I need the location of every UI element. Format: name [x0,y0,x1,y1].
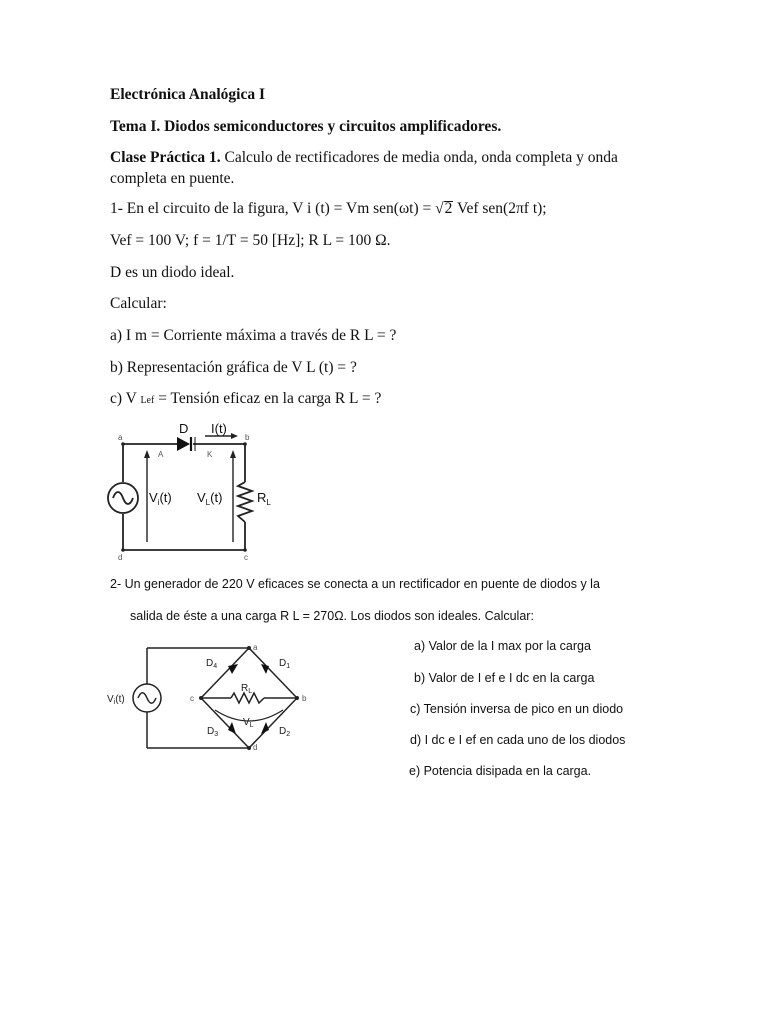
vl-label: $V_L(t)$ [197,490,223,507]
cathode-label: K [207,450,213,459]
problem1-params: Vef = 100 V; f = 1/T = 50 [Hz]; R L = 100 Ω. [110,232,391,249]
half-wave-rectifier-diagram [105,418,275,564]
problem1-question-a: a) I m = Corriente máxima a través de R L = ? [110,327,397,344]
resistor-icon [238,482,252,522]
question-c-pre: c) V [110,390,141,407]
rl-label: $R_L$ [241,683,253,695]
problem2-line2: salida de éste a una carga R L = 270Ω. Los diodos son ideales. Calcular: [130,609,534,623]
node-a-label: a [253,643,258,652]
problem1-statement-a: 1- En el circuito de la figura, V i (t) = Vm sen(ωt) = [110,200,436,217]
course-title: Electrónica Analógica I [110,86,265,103]
class-text-2: completa en puente. [110,170,235,187]
problem1-statement-b: Vef sen(2πf t); [453,200,547,217]
question-c-sub: Lef [140,395,155,406]
problem2-question-a: a) Valor de la I max por la carga [414,639,591,653]
vi-label: $V_i(t)$ [149,490,172,507]
current-arrow-icon [231,433,238,439]
class-text-1: Calculo de rectificadores de media onda, onda completa y onda [220,149,618,166]
class-heading [110,149,618,167]
problem1-question-c [110,390,381,408]
d1-label: $D_1$ [279,658,291,670]
problem2-line1: 2- Un generador de 220 V eficaces se conecta a un rectificador en puente de diodos y la [110,577,600,591]
class-label: Clase Práctica 1. [110,149,221,166]
problem1-calc: Calcular: [110,295,167,312]
node-c-label: c [190,694,194,703]
problem1-diode: D es un diodo ideal. [110,264,235,281]
d2-label: $D_2$ [279,726,291,738]
vl-label: $V_L$ [243,717,254,729]
problem2-question-e: e) Potencia disipada en la carga. [409,764,592,778]
node-d-label: d [118,553,123,562]
node-b-label: b [302,694,307,703]
diode-d1-icon [261,664,269,674]
d4-label: $D_4$ [206,658,218,670]
node-c-label: c [244,553,248,562]
sqrt-argument: 2 [444,200,453,217]
diode-d3-icon [228,722,236,734]
diode-d4-icon [228,664,238,674]
node-b-label: b [245,433,250,442]
rl-label: $R_L$ [257,490,271,507]
problem1-question-b: b) Representación gráfica de V L (t) = ? [110,359,357,376]
problem2-question-d: d) I dc e I ef en cada uno de los diodos [410,733,626,747]
vi-label: $V_i(t)$ [107,694,125,706]
d3-label: $D_3$ [207,726,219,738]
node-a-label: a [118,433,123,442]
node-d-label: d [253,743,258,752]
question-c-post: = Tensión eficaz en la carga R L = ? [154,390,382,407]
problem2-question-c: c) Tensión inversa de pico en un diodo [410,702,624,716]
topic-title: Tema I. Diodos semiconductores y circuitos amplificadores. [110,118,502,135]
diode-icon [177,437,190,451]
problem2-question-b: b) Valor de I ef e I dc en la carga [414,671,595,685]
sqrt-symbol: √ [435,200,444,217]
anode-label: A [158,450,164,459]
problem1-statement [110,200,547,218]
bridge-rectifier-diagram [103,636,318,758]
current-label: I(t) [211,421,227,436]
diode-label: D [179,421,189,436]
